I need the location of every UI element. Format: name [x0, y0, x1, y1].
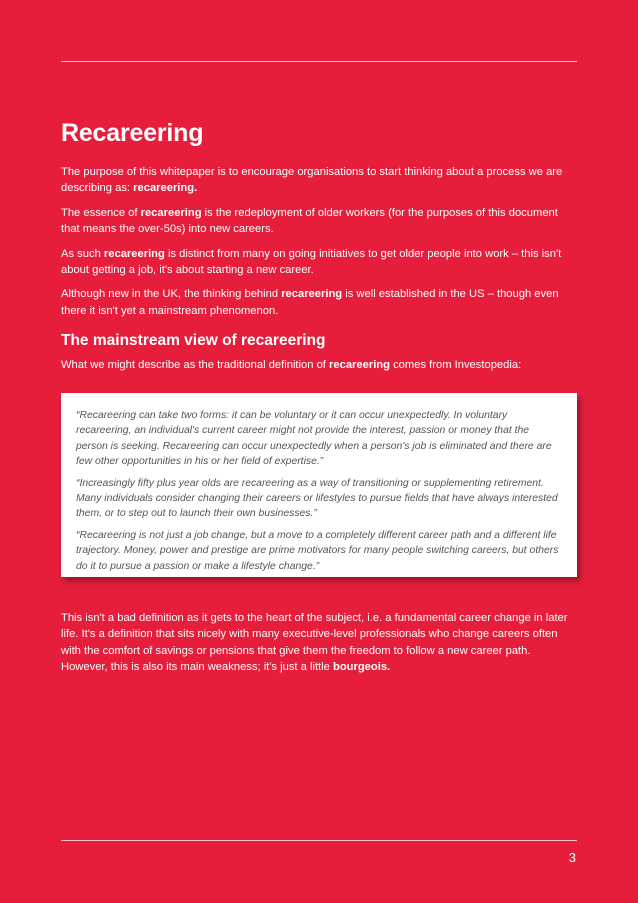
intro-p3-after: is distinct from many on going initiatives to get older people into work – this isn't about getting a job, it's about starting a new career.	[61, 247, 562, 277]
intro-p2-bold: recareering	[140, 206, 202, 219]
section-paragraph	[61, 357, 577, 373]
intro-p4-after: is well established in the US – though even there it isn't yet a mainstream phenomenon.	[61, 288, 559, 317]
intro-p1-bold: recareering.	[133, 182, 198, 195]
closing-section	[61, 610, 577, 684]
section-p-before: What we might describe as the traditional definition of	[61, 359, 330, 372]
page-title: Recareering	[61, 119, 204, 147]
intro-p1-text: The purpose of this whitepaper is to encourage organisations to start thinking about a process we are describing as:	[61, 166, 563, 195]
intro-paragraph-4	[61, 286, 577, 319]
quote-3: “Recareering is not just a job change, but a move to a completely different career path and a different life trajectory. Money, power and prestige are prime motivators for many people switching careers, but others do it to pursue a passion or make a lifestyle change.”	[76, 529, 559, 572]
top-divider	[61, 61, 577, 62]
intro-paragraph-1	[61, 164, 577, 197]
intro-p2-before: The essence of	[61, 206, 141, 219]
section-p-after: comes from Investopedia:	[389, 359, 522, 372]
closing-text: This isn't a bad definition as it gets to the heart of the subject, i.e. a fundamental career change in later life. It's a definition that sits nicely with many executive-level professionals who change careers often with the comfort of savings or pensions that give them the freedom to follow a new career path. However, this is also its main weakness; it's just a little	[61, 612, 568, 674]
closing-bold: bourgeois.	[332, 661, 391, 674]
section-p-bold: recareering	[329, 359, 390, 372]
intro-paragraph-3	[61, 246, 577, 279]
intro-p4-before: Although new in the UK, the thinking behind	[61, 288, 282, 301]
intro-p3-bold: recareering	[103, 247, 165, 260]
closing-paragraph	[61, 610, 577, 676]
bottom-divider	[61, 840, 577, 841]
main-content	[61, 118, 577, 382]
intro-p3-before: As such	[61, 247, 104, 260]
quote-box	[61, 393, 577, 577]
section-heading: The mainstream view of recareering	[61, 332, 326, 350]
intro-p4-bold: recareering	[281, 288, 343, 301]
page-number: 3	[568, 850, 576, 865]
intro-paragraph-2	[61, 205, 577, 238]
intro-p2-after: is the redeployment of older workers (for the purposes of this document that means the over-50s) into new careers.	[61, 206, 558, 236]
quote-2: “Increasingly fifty plus year olds are recareering as a way of transitioning or supplementing retirement. Many individuals consider changing their careers or lifestyles to pursue fields that have always interested them, or to step out to launch their own businesses.”	[76, 477, 558, 520]
quote-1: “Recareering can take two forms: it can be voluntary or it can occur unexpectedly. In voluntary recareering, an individual's current career might not provide the interest, passion or money that the person is seeking. Recareering can occur unexpectedly when a person's job is eliminated and there are few other opportunities in his or her field of expertise.”	[76, 410, 552, 468]
